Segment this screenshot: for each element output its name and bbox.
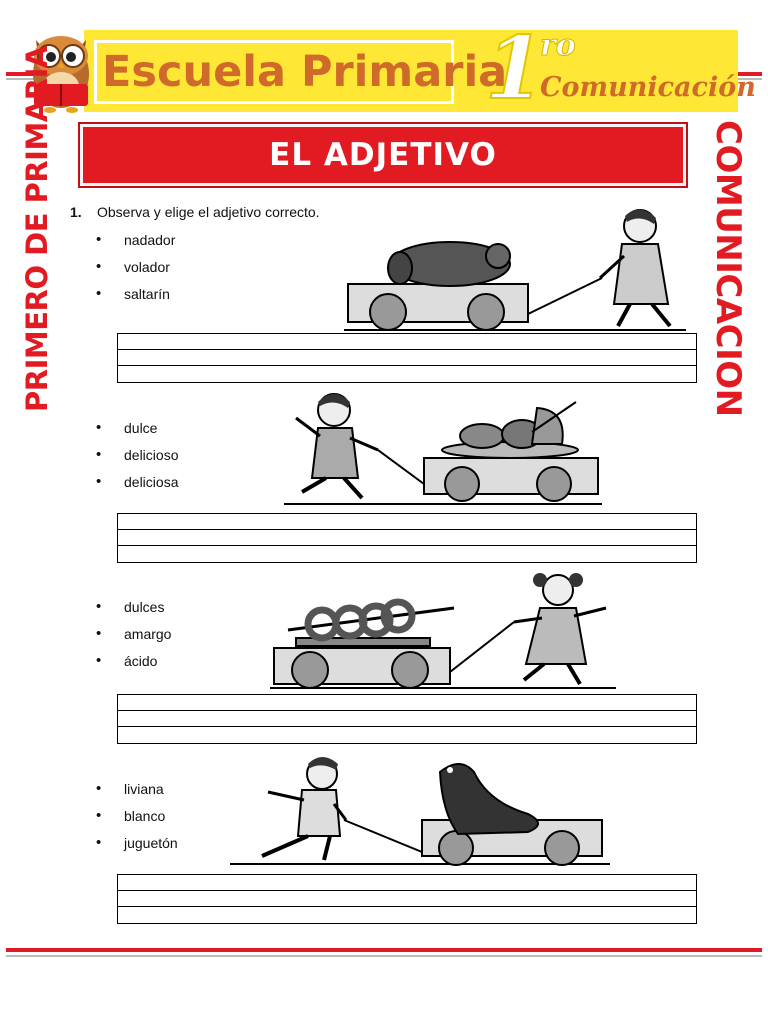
side-label-grade: PRIMERO DE PRIMARIA [20,46,54,412]
boy-pulling-cart-with-frog-illustration [340,204,690,332]
footer-red-line [6,948,762,952]
option-item: • dulces [96,599,171,626]
options-list-4 [96,781,178,862]
answer-lines-3[interactable] [117,694,697,744]
answer-lines-1[interactable] [117,333,697,383]
grade-suffix: ro [540,28,576,63]
option-item: • juguetón [96,835,178,862]
answer-lines-4[interactable] [117,874,697,924]
subject-label: Comunicación [540,72,756,103]
girl-pulling-cart-with-donuts-illustration [268,568,618,690]
option-item: • dulce [96,420,178,447]
answer-lines-2[interactable] [117,513,697,563]
boy-pulling-cart-with-food-illustration [282,388,604,506]
school-name: Escuela Primaria [102,47,508,97]
grade-number: 1 [485,18,545,119]
question-number: 1. [70,204,82,220]
option-item: • deliciosa [96,474,178,501]
side-label-subject: COMUNICACION [708,120,748,417]
page-title: EL ADJETIVO [269,137,497,173]
option-item: • volador [96,259,175,286]
option-item: • amargo [96,626,171,653]
boy-pulling-cart-with-seal-illustration [228,752,612,868]
options-list-2 [96,420,178,501]
option-item: • saltarín [96,286,175,313]
footer-gray-line [6,955,762,957]
options-list-1 [96,232,175,313]
options-list-3 [96,599,171,680]
option-item: • nadador [96,232,175,259]
question-text: Observa y elige el adjetivo correcto. [97,204,320,220]
option-item: • liviana [96,781,178,808]
option-item: • ácido [96,653,171,680]
option-item: • blanco [96,808,178,835]
option-item: • delicioso [96,447,178,474]
